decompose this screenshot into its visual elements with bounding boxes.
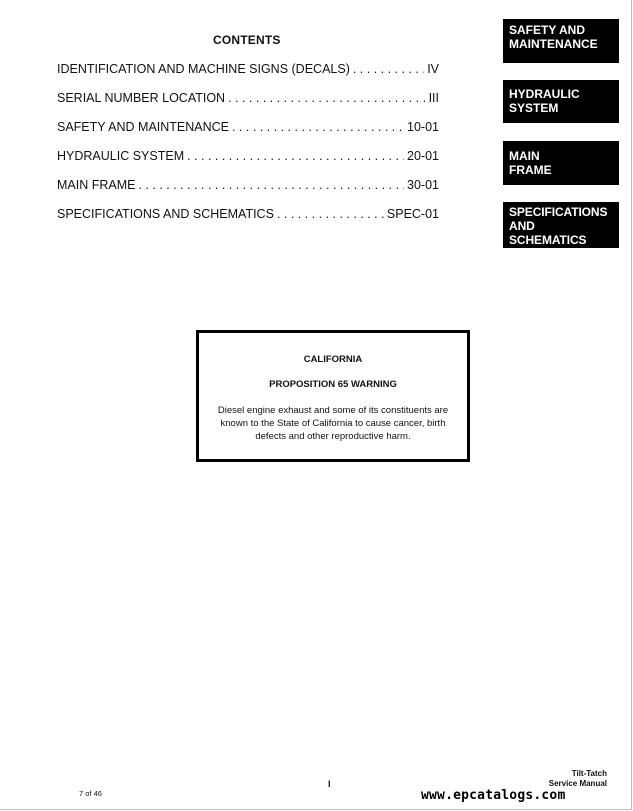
toc-dot-leader bbox=[353, 62, 424, 76]
toc-dot-leader bbox=[232, 120, 404, 134]
toc-dot-leader bbox=[228, 91, 425, 105]
tab-label-line: MAIN bbox=[509, 149, 540, 163]
tab-label-line: SAFETY AND bbox=[509, 23, 586, 37]
tab-label-line: MAINTENANCE bbox=[509, 37, 598, 51]
toc-entry-title: MAIN FRAME bbox=[57, 178, 136, 192]
toc-entry-title: SPECIFICATIONS AND SCHEMATICS bbox=[57, 207, 274, 221]
section-tab-main-frame[interactable] bbox=[503, 141, 619, 185]
toc-dot-leader bbox=[187, 149, 404, 163]
toc-entry[interactable] bbox=[57, 207, 439, 236]
toc-entry-page: III bbox=[428, 91, 439, 105]
warning-body-text: Diesel engine exhaust and some of its constituents are known to the State of California to cause cancer, birth defects and other reproductive harm. bbox=[217, 405, 449, 442]
toc-entry[interactable] bbox=[57, 62, 439, 91]
tab-label-line: HYDRAULIC bbox=[509, 87, 580, 101]
toc-entry[interactable] bbox=[57, 91, 439, 120]
toc-entry-title: SERIAL NUMBER LOCATION bbox=[57, 91, 226, 105]
contents-title: CONTENTS bbox=[213, 33, 281, 47]
toc-entry-title: IDENTIFICATION AND MACHINE SIGNS (DECALS) bbox=[57, 62, 350, 76]
footer-product-name: Tilt-Tatch bbox=[571, 769, 607, 778]
page-count: 7 of 46 bbox=[79, 789, 102, 798]
toc-entry-page: 20-01 bbox=[407, 149, 439, 163]
toc-entry-page: 30-01 bbox=[407, 178, 439, 192]
footer-manual-type: Service Manual bbox=[548, 779, 607, 788]
section-tab-specifications-schematics[interactable] bbox=[503, 202, 619, 248]
watermark-url: www.epcatalogs.com bbox=[421, 788, 566, 803]
toc-entry[interactable] bbox=[57, 149, 439, 178]
tab-label-line: SCHEMATICS bbox=[509, 233, 587, 247]
section-tab-safety-maintenance[interactable] bbox=[503, 19, 619, 63]
toc-dot-leader bbox=[277, 207, 384, 221]
tab-label-line: AND bbox=[509, 219, 535, 233]
warning-heading-proposition: PROPOSITION 65 WARNING bbox=[269, 379, 397, 390]
tab-label-line: FRAME bbox=[509, 163, 552, 177]
prop65-warning-box bbox=[196, 330, 470, 462]
warning-heading-state: CALIFORNIA bbox=[303, 354, 363, 365]
section-tab-hydraulic-system[interactable] bbox=[503, 80, 619, 123]
toc-entry[interactable] bbox=[57, 120, 439, 149]
tab-label-line: SYSTEM bbox=[509, 101, 559, 115]
toc-dot-leader bbox=[138, 178, 404, 192]
toc-entry-page: SPEC-01 bbox=[386, 207, 439, 221]
toc-entry-page: 10-01 bbox=[407, 120, 439, 134]
footer-product-info bbox=[549, 769, 607, 789]
page-number: I bbox=[328, 779, 331, 789]
table-of-contents bbox=[57, 62, 439, 236]
toc-entry-title: HYDRAULIC SYSTEM bbox=[57, 149, 185, 163]
tab-label-line: SPECIFICATIONS bbox=[509, 205, 608, 219]
toc-entry-title: SAFETY AND MAINTENANCE bbox=[57, 120, 230, 134]
toc-entry[interactable] bbox=[57, 178, 439, 207]
toc-entry-page: IV bbox=[427, 62, 439, 76]
